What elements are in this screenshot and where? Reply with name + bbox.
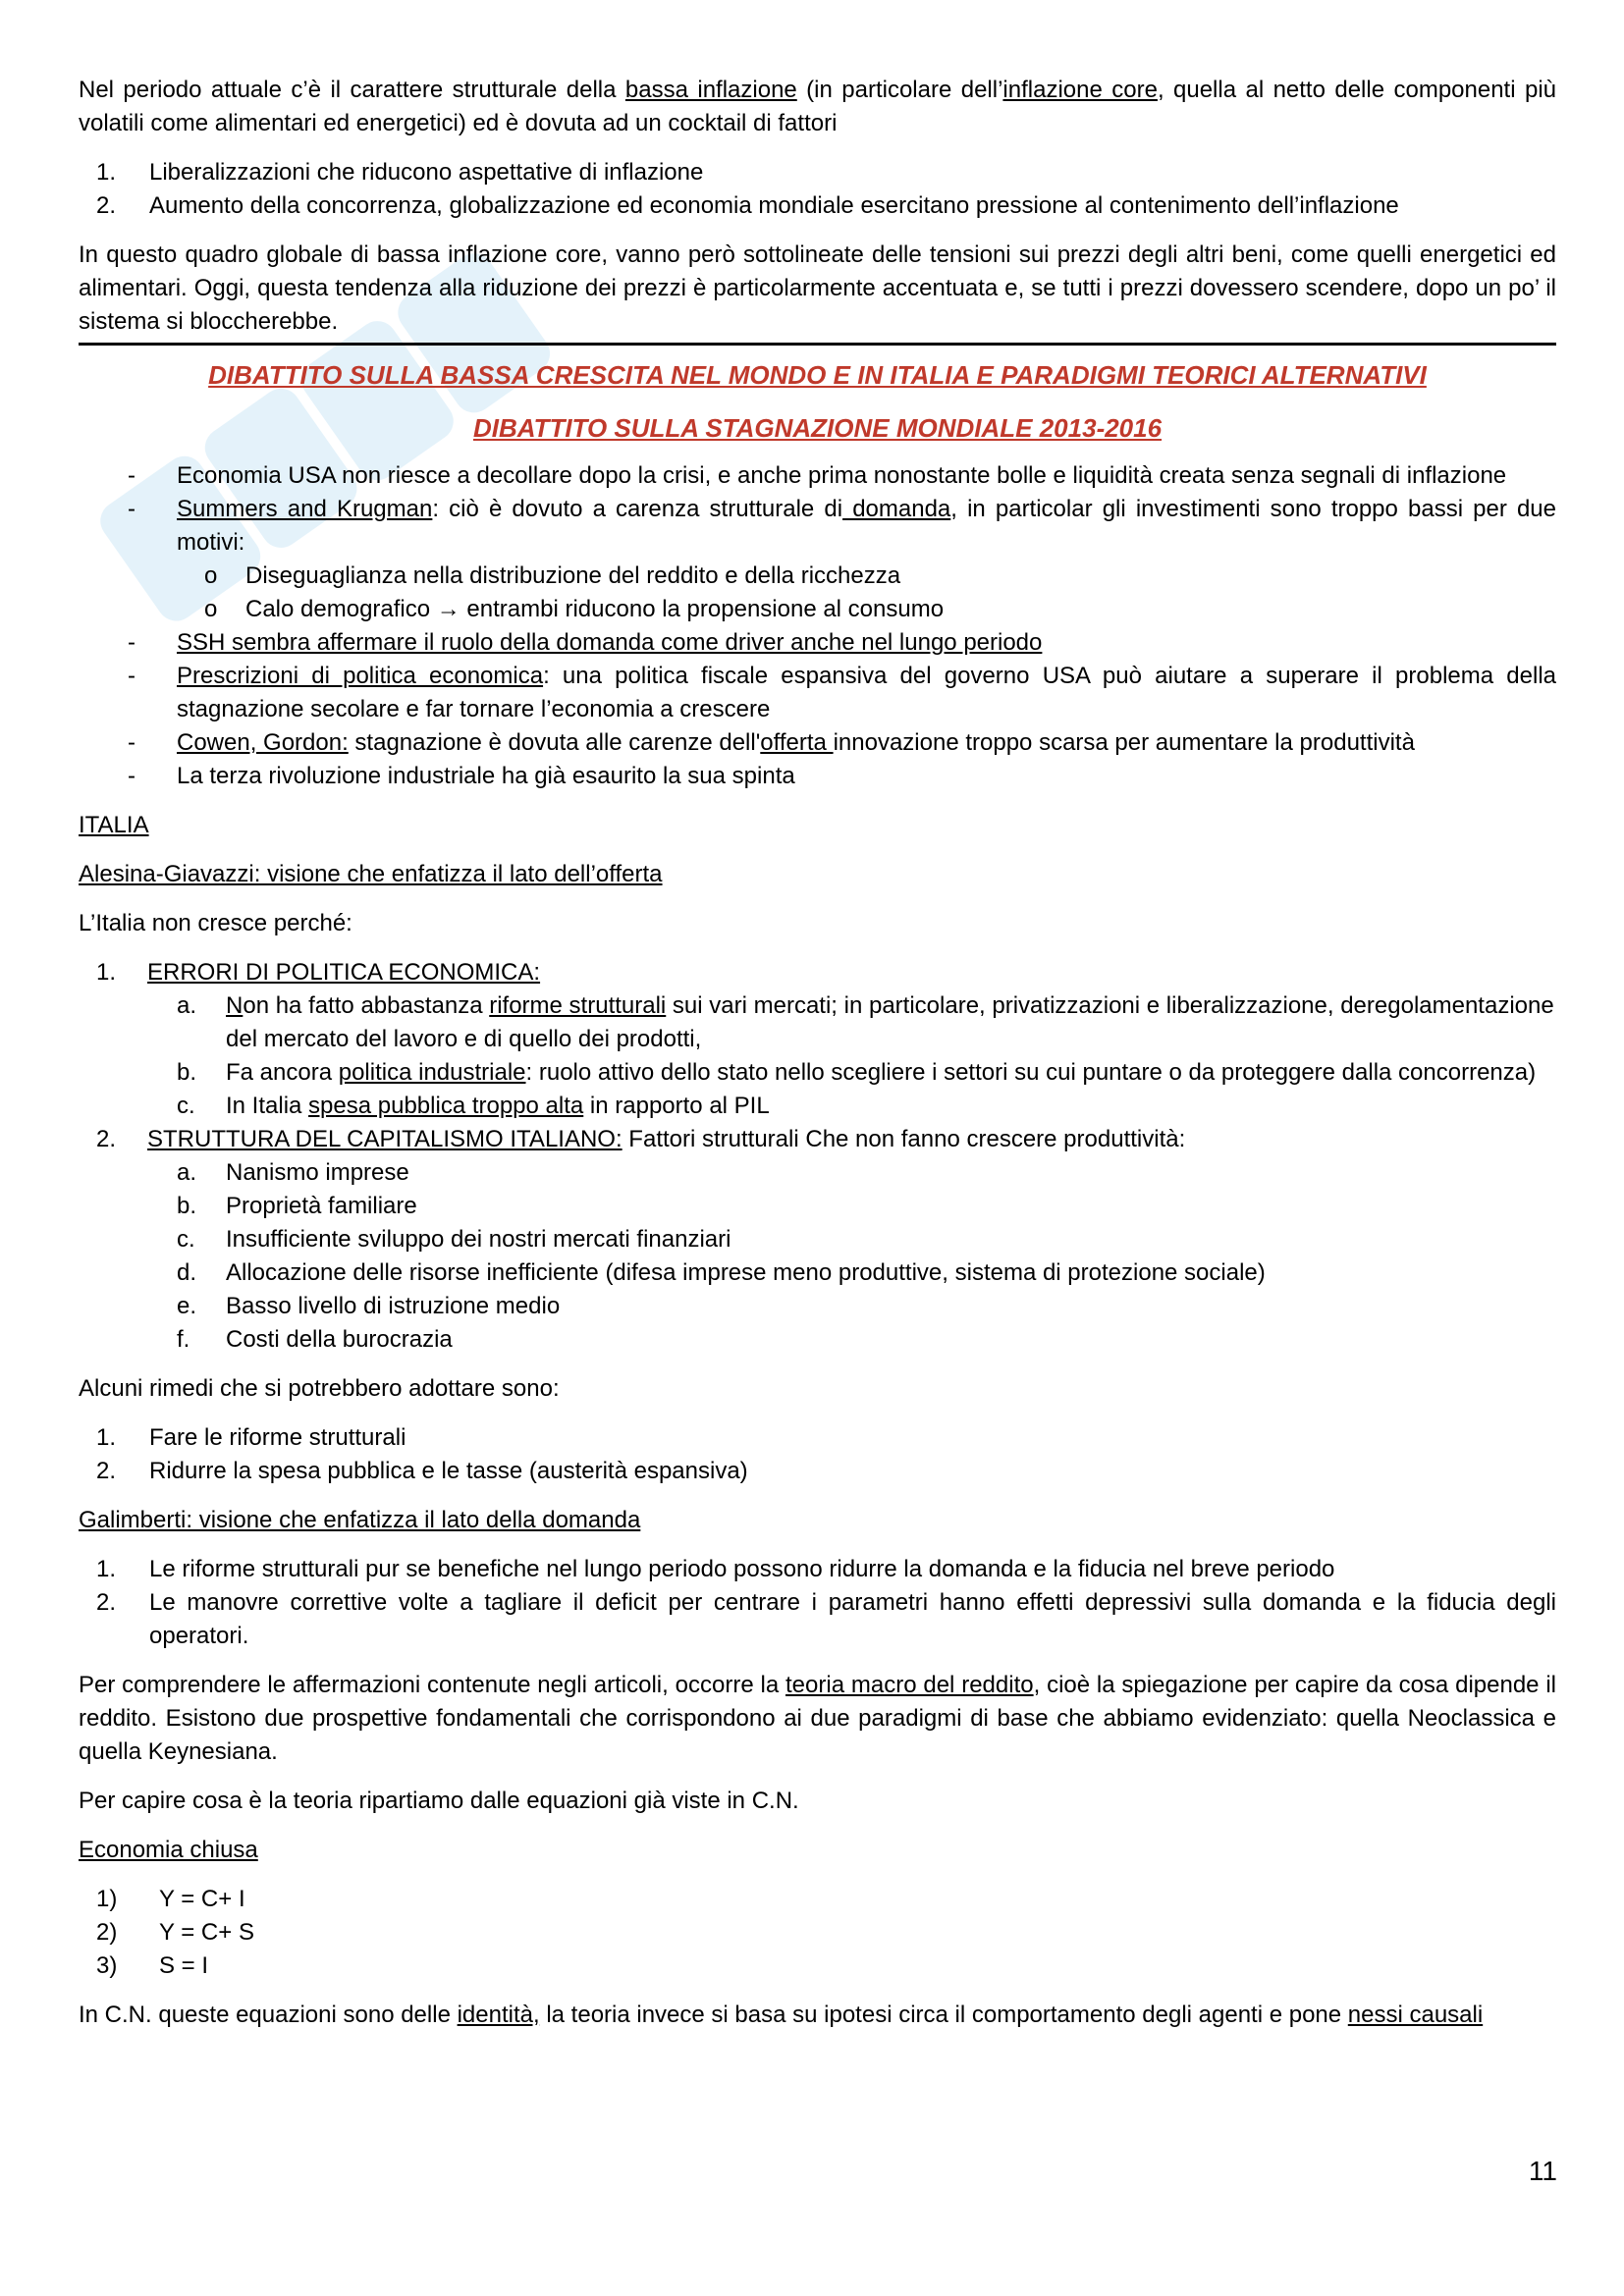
text: Alcuni rimedi che si potrebbero adottare sono:	[79, 1375, 560, 1402]
equations-list	[79, 1883, 1556, 1983]
stagnazione-list-cont	[79, 626, 1556, 793]
underlined-term: inflazione core	[1002, 77, 1158, 103]
text: Per capire cosa è la teoria ripartiamo dalle equazioni già viste in C.N.	[79, 1788, 799, 1814]
equation: 1) Y = C+ I	[96, 1886, 245, 1912]
text: , quella al netto delle componenti più volatili come alimentari ed energetici) ed è dovuta ad un cocktail di fattori	[79, 77, 1556, 136]
section-divider	[79, 343, 1556, 346]
list-item: b. Proprietà familiare	[177, 1193, 417, 1219]
text: (in particolare dell’	[796, 77, 1003, 103]
list-item: 1. Liberalizzazioni che riducono aspettative di inflazione	[96, 159, 704, 186]
page-number: 11	[1528, 2156, 1557, 2186]
galimberti-heading: Galimberti: visione che enfatizza il lato della domanda	[79, 1507, 641, 1533]
equation: 3) S = I	[96, 1952, 209, 1979]
errori-list	[79, 956, 1556, 989]
list-item: o Calo demografico → entrambi riducono la propensione al consumo	[204, 596, 945, 622]
list-item: - Economia USA non riesce a decollare dopo la crisi, e anche prima nonostante bolle e liquidità creata senza segnali di inflazione	[128, 462, 1507, 489]
list-item: 2. Aumento della concorrenza, globalizzazione ed economia mondiale esercitano pressione al contenimento dell’inflazione	[96, 192, 1399, 219]
teoria-paragraph: Per comprendere le affermazioni contenute negli articoli, occorre la teoria macro del reddito, cioè la spiegazione per capire da cosa dipende il reddito. Esistono due prospettive fondamentali che corrispondono ai due paradigmi di base che abbiamo evidenziato: quella Neoclassica e quella Keynesiana.	[79, 1672, 1556, 1765]
list-item: o Diseguaglianza nella distribuzione del reddito e della ricchezza	[204, 562, 901, 589]
factors-list	[79, 156, 1556, 223]
motivi-sublist	[79, 560, 1556, 626]
list-item: 1. Fare le riforme strutturali	[96, 1424, 406, 1451]
list-item: - La terza rivoluzione industriale ha già esaurito la sua spinta	[128, 763, 795, 789]
list-item: b. Fa ancora politica industriale: ruolo attivo dello stato nello scegliere i settori su cui puntare o da proteggere dalla concorrenza)	[177, 1059, 1537, 1086]
list-item: f. Costi della burocrazia	[177, 1326, 453, 1353]
list-item: - Prescrizioni di politica economica: una politica fiscale espansiva del governo USA può aiutare a superare il problema della stagnazione secolare e far tornare l’economia a crescere	[128, 663, 1556, 722]
struttura-list	[79, 1123, 1556, 1156]
list-item: a. Nanismo imprese	[177, 1159, 409, 1186]
list-item: a. Non ha fatto abbastanza riforme strutturali sui vari mercati; in particolare, privatizzazioni e liberalizzazione, deregolamentazione del mercato del lavoro e di quello dei prodotti,	[177, 992, 1554, 1052]
section-heading: DIBATTITO SULLA BASSA CRESCITA NEL MONDO E IN ITALIA E PARADIGMI TEORICI ALTERNATIVI	[208, 360, 1427, 390]
intro-paragraph-2: In questo quadro globale di bassa inflazione core, vanno però sottolineate delle tensioni sui prezzi degli altri beni, come quelli energetici ed alimentari. Oggi, questa tendenza alla riduzione dei prezzi è particolarmente accentuata e, se tutti i prezzi dovessero scendere, dopo un po’ il sistema si bloccherebbe.	[79, 241, 1556, 335]
list-item: 2. STRUTTURA DEL CAPITALISMO ITALIANO: Fattori strutturali Che non fanno crescere produttività:	[96, 1126, 1186, 1152]
galimberti-list	[79, 1553, 1556, 1653]
errori-sublist	[79, 989, 1556, 1123]
italia-label: ITALIA	[79, 812, 149, 838]
equation: 2) Y = C+ S	[96, 1919, 254, 1946]
list-item: c. In Italia spesa pubblica troppo alta in rapporto al PIL	[177, 1093, 770, 1119]
list-item: - Cowen, Gordon: stagnazione è dovuta alle carenze dell'offerta innovazione troppo scarsa per aumentare la produttività	[128, 729, 1415, 756]
list-item: 1. ERRORI DI POLITICA ECONOMICA:	[96, 959, 541, 986]
struttura-sublist	[79, 1156, 1556, 1357]
list-item: - Summers and Krugman: ciò è dovuto a carenza strutturale di domanda, in particolar gli investimenti sono troppo bassi per due motivi:	[128, 496, 1556, 556]
economia-chiusa-heading: Economia chiusa	[79, 1837, 258, 1863]
list-item: d. Allocazione delle risorse inefficiente (difesa imprese meno produttive, sistema di protezione sociale)	[177, 1259, 1266, 1286]
rimedi-list	[79, 1421, 1556, 1488]
underlined-term: bassa inflazione	[624, 77, 797, 103]
text: L’Italia non cresce perché:	[79, 910, 352, 936]
subsection-heading: DIBATTITO SULLA STAGNAZIONE MONDIALE 2013-2016	[472, 413, 1163, 443]
list-item: 1. Le riforme strutturali pur se benefiche nel lungo periodo possono ridurre la domanda e la fiducia nel breve periodo	[96, 1556, 1335, 1582]
list-item: c. Insufficiente sviluppo dei nostri mercati finanziari	[177, 1226, 731, 1253]
list-item: 2. Ridurre la spesa pubblica e le tasse (austerità espansiva)	[96, 1458, 748, 1484]
stagnazione-list	[79, 459, 1556, 560]
intro-paragraph	[79, 74, 1556, 140]
list-item: - SSH sembra affermare il ruolo della domanda come driver anche nel lungo periodo	[128, 629, 1043, 656]
alesina-heading: Alesina-Giavazzi: visione che enfatizza il lato dell’offerta	[79, 861, 663, 887]
text: Nel periodo attuale c’è il carattere strutturale della	[79, 77, 625, 103]
list-item: 2. Le manovre correttive volte a tagliare il deficit per centrare i parametri hanno effetti depressivi sulla domanda e la fiducia degli operatori.	[96, 1589, 1556, 1649]
list-item: e. Basso livello di istruzione medio	[177, 1293, 561, 1319]
document-page	[79, 74, 1556, 2032]
last-paragraph: In C.N. queste equazioni sono delle identità, la teoria invece si basa su ipotesi circa il comportamento degli agenti e pone nessi causali	[79, 2002, 1484, 2028]
